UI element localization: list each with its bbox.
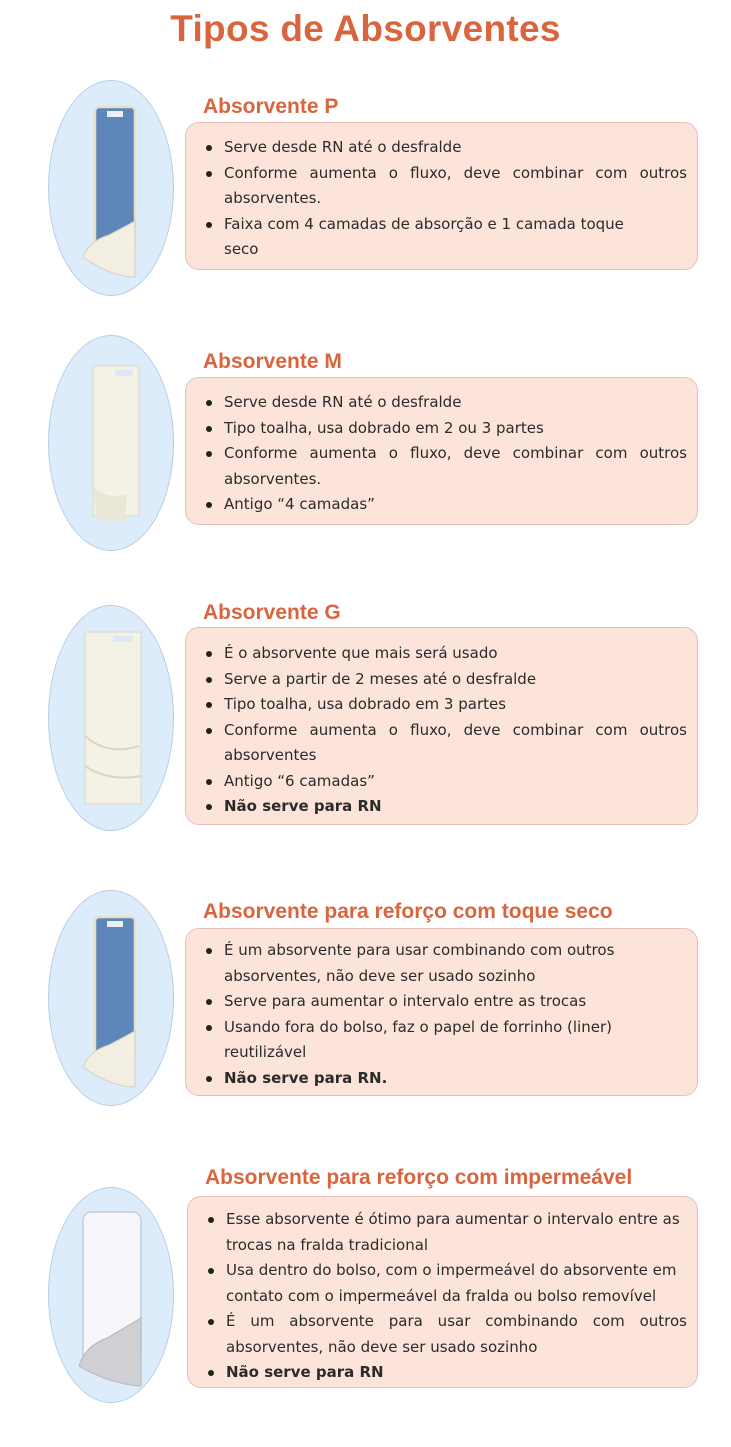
section-heading-p: Absorvente P [203, 95, 339, 118]
info-box-reforco-impermeavel [187, 1196, 698, 1388]
list-item: Conforme aumenta o fluxo, deve combinar com outros absorventes [202, 718, 687, 769]
info-box-reforco-seco [185, 928, 698, 1096]
list-item: Usa dentro do bolso, com o impermeável do absorvente em contato com o impermeável da fralda ou bolso removível [204, 1258, 687, 1309]
list-item: Não serve para RN [204, 1360, 687, 1386]
list-item: É um absorvente para usar combinando com outros absorventes, não deve ser usado sozinho [204, 1309, 687, 1360]
section-heading-m: Absorvente M [203, 350, 342, 373]
list-item: Conforme aumenta o fluxo, deve combinar com outros absorventes. [202, 441, 687, 492]
pad-m-image [48, 335, 174, 551]
pad-m-illustration [49, 336, 173, 550]
list-item: Faixa com 4 camadas de absorção e 1 camada toque seco [202, 212, 687, 263]
list-item: Esse absorvente é ótimo para aumentar o intervalo entre as trocas na fralda tradicional [204, 1207, 687, 1258]
pad-p-illustration [49, 81, 173, 295]
page-title: Tipos de Absorventes [170, 8, 561, 49]
list-item: Serve desde RN até o desfralde [202, 135, 687, 161]
list-item: Tipo toalha, usa dobrado em 3 partes [202, 692, 687, 718]
list-item: Não serve para RN. [202, 1066, 687, 1092]
info-box-p [185, 122, 698, 270]
info-box-g [185, 627, 698, 825]
section-heading-reforco-impermeavel: Absorvente para reforço com impermeável [205, 1166, 633, 1189]
pad-reforco-seco-illustration [49, 891, 173, 1105]
list-item: Antigo “4 camadas” [202, 492, 687, 518]
list-item: Tipo toalha, usa dobrado em 2 ou 3 partes [202, 416, 687, 442]
list-item: Conforme aumenta o fluxo, deve combinar com outros absorventes. [202, 161, 687, 212]
list-item: Não serve para RN [202, 794, 687, 820]
pad-reforco-seco-image [48, 890, 174, 1106]
list-item: Usando fora do bolso, faz o papel de forrinho (liner) reutilizável [202, 1015, 687, 1066]
section-heading-g: Absorvente G [203, 601, 341, 624]
pad-g-image [48, 605, 174, 831]
list-item: Serve desde RN até o desfralde [202, 390, 687, 416]
pad-g-illustration [49, 606, 173, 830]
list-item: Antigo “6 camadas” [202, 769, 687, 795]
pad-reforco-impermeavel-image [48, 1187, 174, 1403]
pad-reforco-impermeavel-illustration [49, 1188, 173, 1402]
list-item: É o absorvente que mais será usado [202, 641, 687, 667]
list-item: Serve para aumentar o intervalo entre as trocas [202, 989, 687, 1015]
pad-p-image [48, 80, 174, 296]
section-heading-reforco-seco: Absorvente para reforço com toque seco [203, 900, 613, 923]
list-item: Serve a partir de 2 meses até o desfralde [202, 667, 687, 693]
list-item: É um absorvente para usar combinando com outros absorventes, não deve ser usado sozinho [202, 938, 687, 989]
info-box-m [185, 377, 698, 525]
